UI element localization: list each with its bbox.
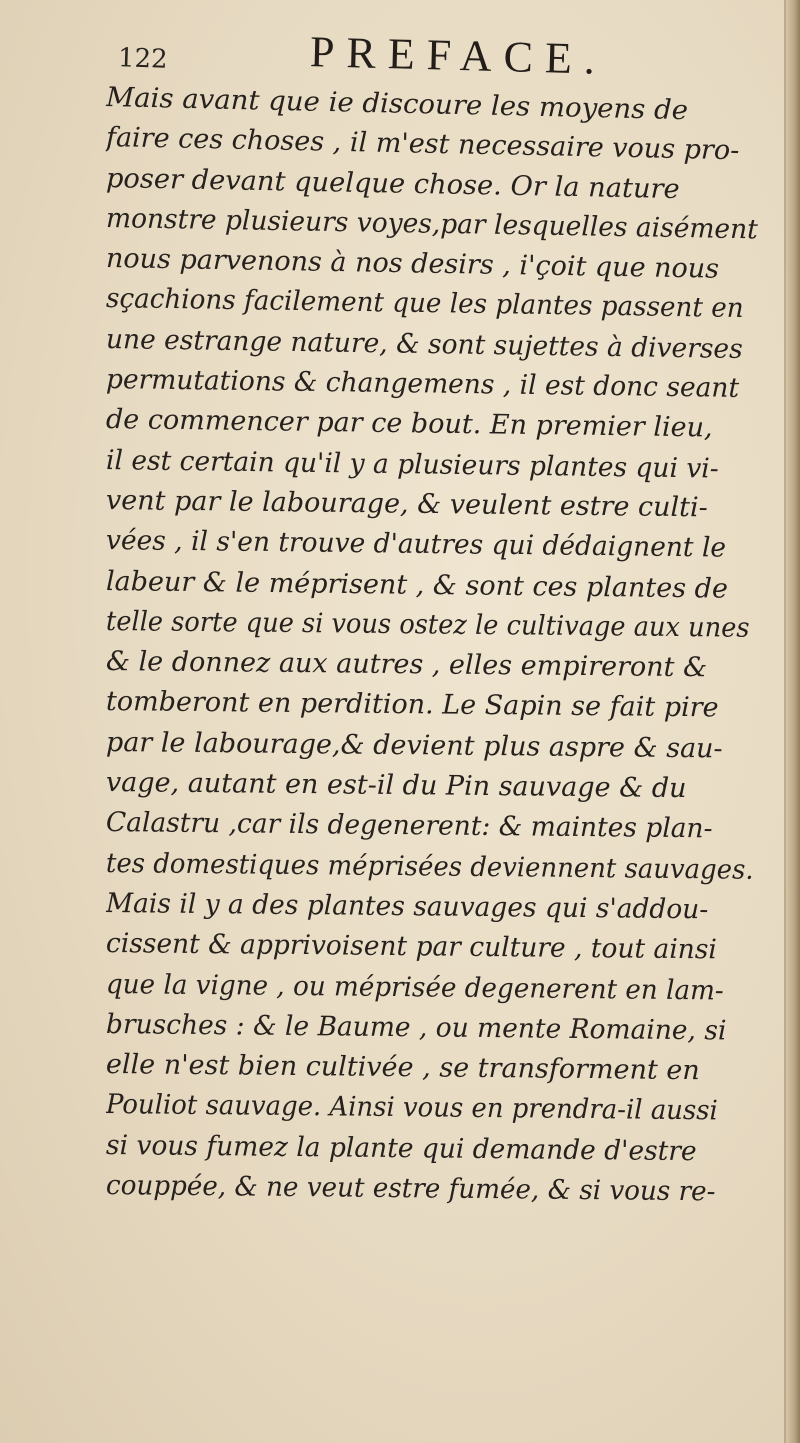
text-line: couppée, & ne veut estre fumée, & si vous re- bbox=[105, 1170, 716, 1208]
running-head: PREFACE. bbox=[309, 27, 608, 84]
text-line: telle sorte que si vous ostez le cultivage aux unes bbox=[105, 605, 750, 644]
text-line: vage, autant en est-il du Pin sauvage & du bbox=[105, 767, 687, 805]
text-line: de commencer par ce bout. En premier lieu, bbox=[105, 404, 713, 444]
text-line: sçachions facilement que les plantes passent en bbox=[105, 283, 744, 325]
text-line: Pouliot sauvage. Ainsi vous en prendra-il aussi bbox=[105, 1089, 718, 1127]
text-line: labeur & le méprisent , & sont ces plantes de bbox=[105, 565, 729, 605]
text-line: poser devant quelque chose. Or la nature bbox=[105, 162, 681, 205]
text-line: une estrange nature, & sont sujettes à diverses bbox=[105, 323, 743, 365]
text-line: & le donnez aux autres , elles empireront & bbox=[105, 646, 708, 684]
text-line: monstre plusieurs voyes,par lesquelles aisément bbox=[105, 202, 759, 246]
text-line: permutations & changemens , il est donc seant bbox=[105, 364, 740, 404]
text-line: Calastru ,car ils degenerent: & maintes plan- bbox=[105, 807, 713, 845]
text-line: Mais il y a des plantes sauvages qui s'addou- bbox=[105, 887, 709, 926]
text-line: Mais avant que ie discoure les moyens de bbox=[105, 82, 689, 127]
text-line: nous parvenons à nos desirs , i'çoit que nous bbox=[105, 243, 720, 285]
text-line: vées , il s'en trouve d'autres qui dédaignent le bbox=[105, 525, 727, 564]
text-line: faire ces choses , il m'est necessaire vous pro- bbox=[105, 122, 740, 167]
page-header bbox=[117, 27, 718, 84]
text-line: tomberont en perdition. Le Sapin se fait pire bbox=[105, 686, 719, 724]
text-line: brusches : & le Baume , ou mente Romaine, si bbox=[105, 1008, 727, 1047]
text-line: cissent & apprivoisent par culture , tout ainsi bbox=[105, 928, 717, 966]
text-line: que la vigne , ou méprisée degenerent en lam- bbox=[105, 968, 724, 1006]
text-line: il est certain qu'il y a plusieurs plantes qui vi- bbox=[105, 444, 719, 485]
text-line: tes domestiques méprisées deviennent sauvages. bbox=[105, 847, 754, 886]
page-edge bbox=[786, 0, 800, 1443]
text-line: si vous fumez la plante qui demande d'estre bbox=[105, 1129, 697, 1167]
page-number: 122 bbox=[117, 43, 169, 75]
body-text bbox=[106, 78, 786, 1378]
text-line: vent par le labourage, & veulent estre culti- bbox=[105, 484, 708, 524]
text-line: elle n'est bien cultivée , se transforment en bbox=[105, 1049, 700, 1087]
text-line: par le labourage,& devient plus aspre & sau- bbox=[105, 726, 723, 765]
